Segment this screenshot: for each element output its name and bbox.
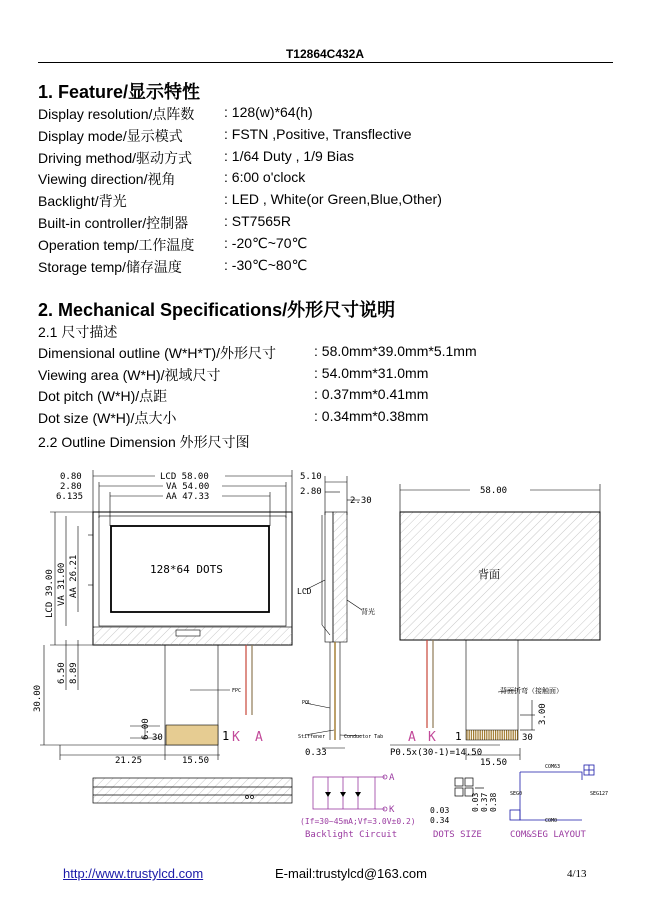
pin-k-front: K: [232, 730, 240, 745]
mech-title: 2. Mechanical Specifications/外形尺寸说明: [38, 300, 396, 320]
layout-seg127: SEG127: [590, 791, 609, 797]
feature-label: Display mode/显示模式: [38, 127, 183, 144]
mech-spec-label: Viewing area (W*H)/视域尺寸: [38, 366, 221, 383]
screen-label: 128*64 DOTS: [150, 563, 223, 576]
header-rule: [38, 62, 613, 63]
side-dim-230: 2.30: [350, 496, 372, 506]
layout-seg0: SEG0: [510, 791, 523, 797]
side-dim-033: 0.33: [305, 748, 327, 758]
dim-2125: 21.25: [115, 756, 143, 766]
dim-lcd-h: LCD 39.00: [45, 569, 55, 618]
page-number: 4/13: [567, 868, 587, 880]
back-pitch: P0.5x(30-1)=14.50: [390, 748, 483, 758]
mech-spec-row: [38, 343, 477, 363]
feature-label: Built-in controller/控制器: [38, 215, 189, 231]
back-dim-300: 3.00: [538, 703, 548, 725]
feature-label: Backlight/背光: [38, 193, 127, 210]
mech-spec-row: [38, 407, 429, 428]
mech-spec-row: [38, 364, 429, 385]
back-view: [390, 484, 600, 760]
circuit-caption: Backlight Circuit: [305, 830, 398, 840]
dots-dim-003-a: 0.03: [471, 792, 480, 812]
feature-row: [38, 125, 412, 146]
dots-dim-034: 0.34: [430, 816, 450, 825]
feature-value: : LED , White(or Green,Blue,Other): [224, 191, 442, 208]
mech-subsection-2: 2.2 Outline Dimension 外形尺寸图: [38, 434, 250, 450]
feature-label: Display resolution/点阵数: [38, 106, 195, 122]
feature-value: : 128(w)*64(h): [224, 104, 313, 120]
dim-280: 2.80: [60, 482, 82, 492]
dim-aa-h: AA 26.21: [69, 554, 79, 598]
side-dim-280: 2.80: [300, 487, 322, 497]
dim-6135: 6.135: [56, 492, 84, 502]
dots-caption: DOTS SIZE: [433, 830, 482, 840]
circuit-a: A: [389, 773, 395, 783]
side-pol-label: POL: [302, 700, 312, 706]
side-dim-510: 5.10: [300, 472, 322, 482]
layout-com0: COM0: [545, 818, 558, 824]
feature-row: [38, 147, 354, 168]
email-text: E-mail:trustylcd@163.com: [275, 866, 427, 881]
mech-spec-value: : 54.0mm*31.0mm: [314, 364, 429, 381]
back-pin-k: K: [428, 730, 436, 745]
outline-drawing: [0, 460, 650, 845]
pin-30-front: 30: [152, 733, 163, 743]
side-backlight-label: 背光: [361, 608, 375, 616]
feature-value: : -30℃~80℃: [224, 256, 308, 273]
side-stiffener-label: Stiffener: [298, 734, 326, 740]
circuit-condition: (If=30~45mA;Vf=3.0V±0.2): [300, 817, 416, 826]
feature-label: Storage temp/储存温度: [38, 258, 182, 275]
dim-889: 8.89: [69, 662, 79, 684]
dots-dim-037: 0.37: [480, 792, 489, 812]
feature-value: : -20℃~70℃: [224, 234, 308, 251]
side-lcd-label: LCD: [297, 587, 312, 596]
pin-a-front: A: [255, 730, 263, 745]
feature-label: Viewing direction/视角: [38, 171, 176, 188]
feature-row: [38, 104, 313, 124]
feature-row: [38, 191, 442, 211]
pin-1-front: 1: [222, 729, 230, 743]
document-header: T12864C432A: [285, 47, 365, 61]
mech-spec-value: : 0.34mm*0.38mm: [314, 407, 429, 424]
feature-value: : 6:00 o'clock: [224, 169, 306, 186]
mech-spec-label: Dot pitch (W*H)/点距: [38, 388, 168, 404]
com-seg-layout: [510, 765, 594, 820]
dots-dim-038: 0.38: [489, 792, 498, 812]
mech-spec-value: : 58.0mm*39.0mm*5.1mm: [314, 343, 477, 359]
backlight-circuit: [313, 775, 387, 811]
back-pin-1: 1: [455, 730, 462, 743]
side-view: [305, 476, 362, 748]
feature-row: [38, 256, 308, 277]
back-pin-a: A: [408, 730, 416, 745]
feature-row: [38, 169, 306, 189]
feature-label: Driving method/驱动方式: [38, 149, 193, 166]
back-pin-30: 30: [522, 733, 533, 743]
feature-title: 1. Feature/显示特性: [38, 82, 201, 102]
dim-lcd-w: LCD 58.00: [160, 472, 209, 482]
dim-650: 6.50: [57, 662, 67, 684]
front-view: [56, 472, 209, 502]
layout-com63: COM63: [545, 764, 561, 770]
back-note: 背面折弯（接触面）: [500, 687, 563, 695]
back-label: 背面: [478, 568, 500, 581]
mech-subsection-1: 2.1 尺寸描述: [38, 324, 118, 340]
dim-600: 6.00: [141, 718, 151, 740]
dim-080: 0.80: [60, 472, 82, 482]
feature-label: Operation temp/工作温度: [38, 236, 195, 253]
dim-va-h: VA 31.00: [57, 562, 67, 606]
back-dim-width: 58.00: [480, 486, 508, 496]
dim-3000: 30.00: [33, 684, 43, 712]
dim-aa-w: AA 47.33: [166, 492, 210, 502]
feature-value: : 1/64 Duty , 1/9 Bias: [224, 147, 354, 164]
fpc-label: FPC: [232, 688, 242, 694]
feature-value: : FSTN ,Positive, Transflective: [224, 125, 412, 142]
feature-row: [38, 213, 291, 233]
dim-1550-front: 15.50: [182, 756, 210, 766]
layout-caption: COM&SEG LAYOUT: [510, 830, 586, 840]
website-link[interactable]: http://www.trustylcd.com: [63, 866, 204, 881]
back-dim-1550: 15.50: [480, 758, 508, 768]
bottom-view: [93, 778, 292, 803]
feature-value: : ST7565R: [224, 213, 291, 229]
mech-spec-value: : 0.37mm*0.41mm: [314, 386, 429, 402]
dim-va-w: VA 54.00: [166, 482, 210, 492]
feature-row: [38, 234, 308, 255]
mech-spec-label: Dot size (W*H)/点大小: [38, 409, 177, 426]
circuit-k: K: [389, 805, 395, 815]
mech-spec-row: [38, 386, 429, 406]
mech-spec-label: Dimensional outline (W*H*T)/外形尺寸: [38, 345, 277, 361]
side-conductor-label: Conductor Tab: [344, 734, 384, 740]
dots-dim-003-b: 0.03: [430, 806, 450, 815]
